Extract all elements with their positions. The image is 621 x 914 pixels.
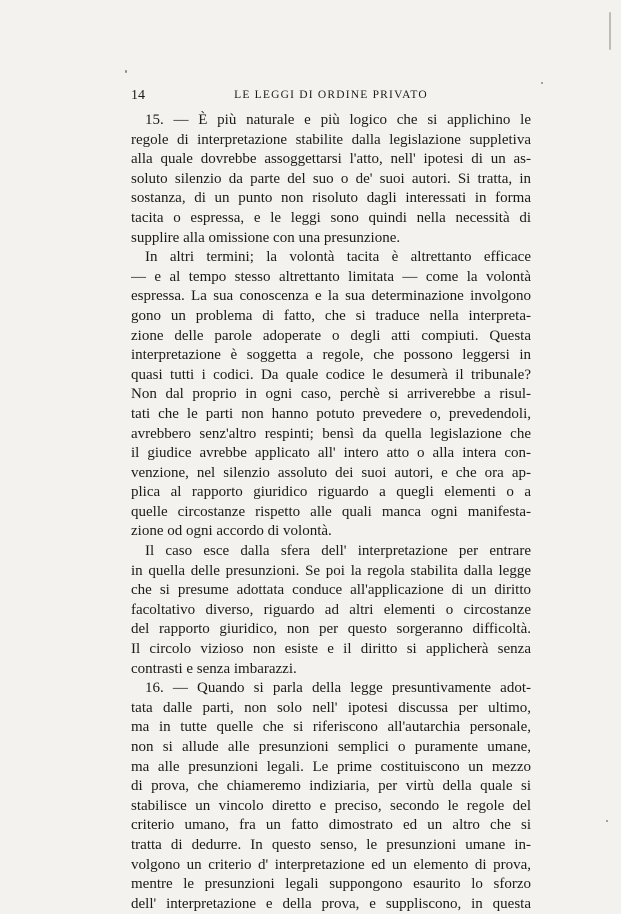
text-line: zione od ogni accordo di volontà. xyxy=(131,523,332,540)
text-line: che si presume adottata conduce all'applicazione di un diritto xyxy=(131,582,531,599)
text-line: tata dalle parti, non solo nell' ipotesi discussa per ultimo, xyxy=(131,699,531,716)
text-line: supplire alla omissione con una presunzione. xyxy=(131,229,401,246)
text-line: regole di interpretazione stabilite dalla legislazione suppletiva xyxy=(131,131,531,148)
text-line: In altri termini; la volontà tacita è altrettanto efficace xyxy=(145,249,531,266)
text-line: tacita o espressa, e le leggi sono quindi nella necessità di xyxy=(131,209,531,226)
text-line: facoltativo diverso, riguardo ad altri elementi o circostanze xyxy=(131,601,531,618)
text-line: quelle circostanze rispetto alle quali manca ogni manifesta- xyxy=(131,503,531,520)
text-line: di prova, che chiameremo indiziaria, per virtù della quale si xyxy=(131,778,531,795)
text-line: ma alle presunzioni legali. Le prime costituiscono un mezzo xyxy=(131,758,531,775)
text-line: stabilisce un vincolo diretto e preciso, secondo le regole del xyxy=(131,797,531,814)
text-line: zione delle parole adoperate o degli atti compiuti. Questa xyxy=(131,327,531,344)
page-number: 14 xyxy=(131,88,145,103)
text-line: quasi tutti i codici. Da quale codice le desumerà il tribunale? xyxy=(131,366,531,383)
text-line: criterio umano, fra un fatto dimostrato ed un altro che si xyxy=(131,817,531,834)
text-line: tati che le parti non hanno potuto prevedere o, prevedendoli, xyxy=(131,405,531,422)
text-line: il giudice avrebbe applicato all' intero atto o alla intera con- xyxy=(131,445,531,462)
text-line: tratta di dedurre. In questo senso, le presunzioni umane in- xyxy=(131,836,531,853)
text-line: contrasti e senza imbarazzi. xyxy=(131,660,297,677)
running-title: LE LEGGI DI ORDINE PRIVATO xyxy=(234,89,428,101)
text-line: — e al tempo stesso altrettanto limitata — come la volontà xyxy=(131,268,531,285)
text-line: 16. — Quando si parla della legge presuntivamente adot- xyxy=(145,680,531,697)
text-line: in quella delle presunzioni. Se poi la regola stabilita dalla legge xyxy=(131,562,531,579)
paper-speck xyxy=(541,82,543,84)
text-line: dell' interpretazione e della prova, e suppliscono, in questa xyxy=(131,895,531,912)
text-line: avrebbero senz'altro respinti; bensì da quella legislazione che xyxy=(131,425,531,442)
body-text xyxy=(131,111,531,914)
text-line: sostanza, di un punto non risoluto dagli interessati in forma xyxy=(131,190,531,207)
text-line: interpretazione è soggetta a regole, che possono leggersi in xyxy=(131,347,531,364)
paper-speck xyxy=(125,70,127,73)
text-line: soluto silenzio da parte del suo o de' suoi autori. Si tratta, in xyxy=(131,170,531,187)
text-line: non si allude alle presunzioni semplici o puramente umane, xyxy=(131,739,531,755)
text-line: gono un problema di fatto, che si traduce nella interpreta- xyxy=(131,307,531,324)
page-header xyxy=(131,88,531,106)
paper-speck xyxy=(609,12,611,50)
text-line: Il circolo vizioso non esiste e il diritto si applicherà senza xyxy=(131,641,531,658)
text-line: mentre le presunzioni legali suppongono esaurito lo sforzo xyxy=(131,876,531,893)
text-line: del rapporto giuridico, non per questo sorgeranno difficoltà. xyxy=(131,621,531,638)
text-line: 15. — È più naturale e più logico che si applichino le xyxy=(145,112,531,128)
paper-speck xyxy=(606,820,608,822)
text-line: plica al rapporto giuridico riguardo a quegli elementi o a xyxy=(131,484,531,501)
text-line: ma in tutte quelle che si riferiscono all'autarchia personale, xyxy=(131,719,531,736)
text-line: Il caso esce dalla sfera dell' interpretazione per entrare xyxy=(145,543,531,560)
text-line: Non dal proprio in ogni caso, perchè si arriverebbe a risul- xyxy=(131,386,531,403)
text-line: volgono un criterio d' interpretazione ed un elemento di prova, xyxy=(131,856,531,873)
text-line: espressa. La sua conoscenza e la sua determinazione involgono xyxy=(131,288,531,305)
text-line: alla quale dovrebbe assoggettarsi l'atto, nell' ipotesi di un as- xyxy=(131,151,531,168)
text-line: venzione, nel silenzio assoluto dei suoi autori, e che ora ap- xyxy=(131,464,531,481)
